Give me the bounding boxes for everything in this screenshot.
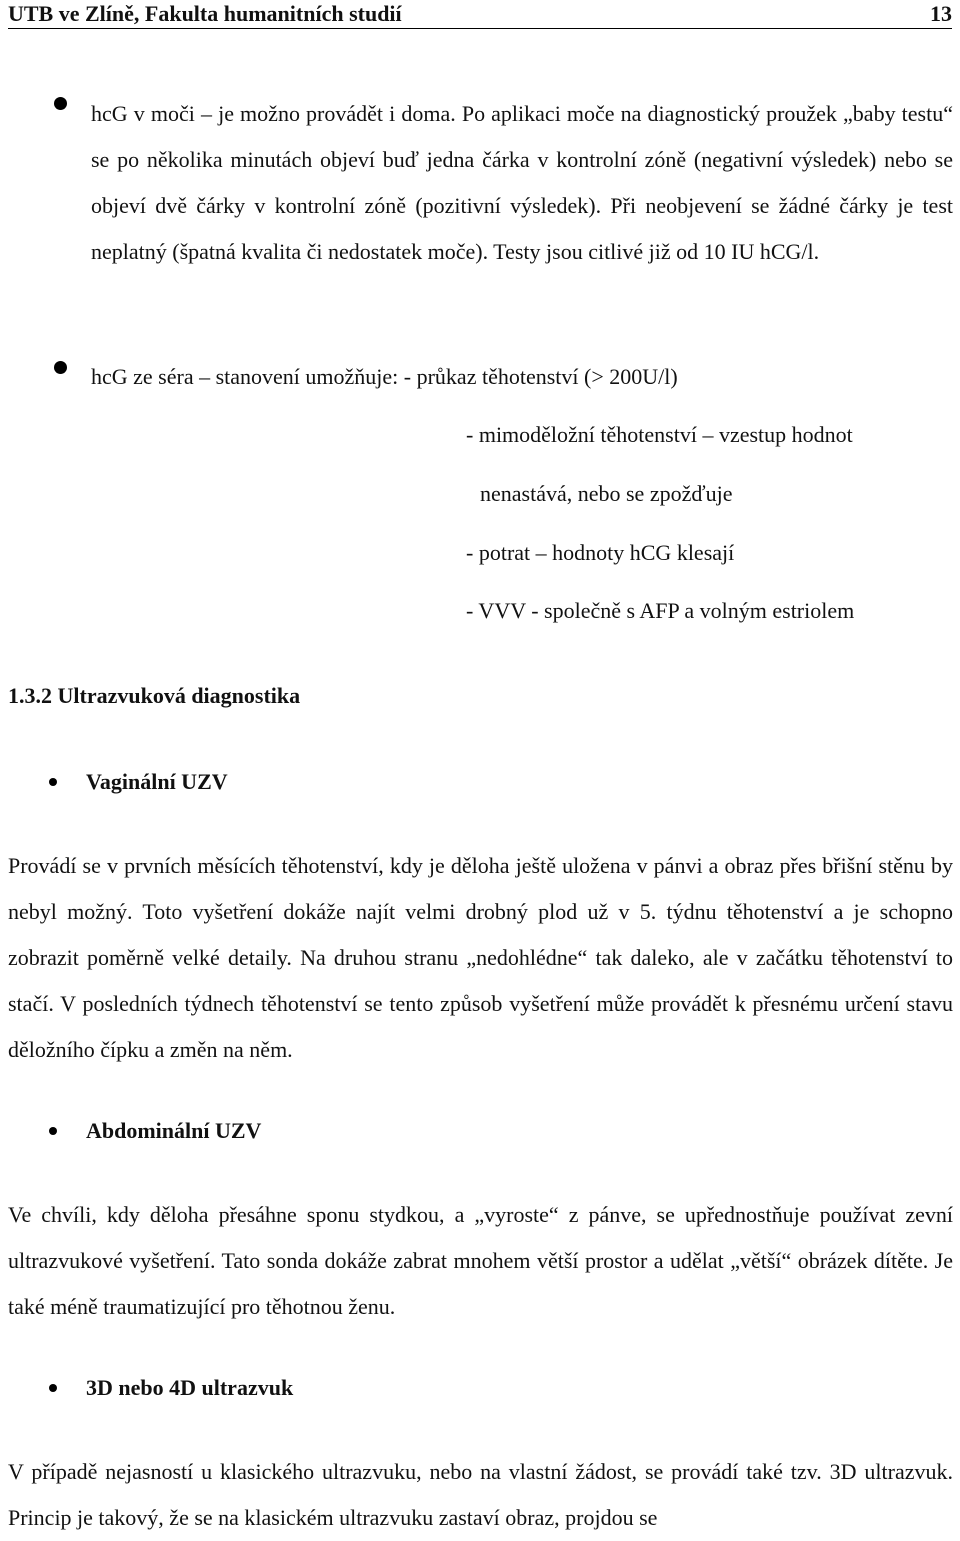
serum-item-miscarriage: - potrat – hodnoty hCG klesají [466, 540, 735, 565]
bullet-icon [49, 1384, 57, 1392]
subsection-text-3d4d: V případě nejasností u klasického ultrazvuku, nebo na vlastní žádost, se provádí také tzv. 3D ultrazvuk. Princip je takový, že se na klasickém ultrazvuku zastaví obraz, projdou se [8, 1459, 953, 1530]
serum-item-ectopic: - mimoděložní těhotenství – vzestup hodnot [466, 422, 853, 447]
subsection-title-3d4d: 3D nebo 4D ultrazvuk [86, 1375, 294, 1400]
bullet-icon [54, 97, 67, 110]
header-title: UTB ve Zlíně, Fakulta humanitních studií [8, 1, 402, 26]
serum-item-vvv: - VVV - společně s AFP a volným estriolem [466, 598, 855, 623]
page-header [8, 0, 952, 29]
bullet-icon [49, 778, 57, 786]
subsection-text-vaginal: Provádí se v prvních měsících těhotenství, kdy je děloha ještě uložena v pánvi a obraz přes břišní stěnu by nebyl možný. Toto vyšetření dokáže najít velmi drobný plod už v 5. týdnu těhotenství a je schopno zobrazit poměrně velké detaily. Na druhou stranu „nedohlédne“ tak daleko, ale v začátku těhotenství to stačí. V posledních týdnech těhotenství se tento způsob vyšetření může provádět k přesnému určení stavu děložního čípku a změn na něm. [8, 853, 953, 1062]
section-title: 1.3.2 Ultrazvuková diagnostika [8, 683, 301, 708]
subsection-title-abdominal: Abdominální UZV [86, 1118, 262, 1143]
bullet-text-urine-hcg: hcG v moči – je možno provádět i doma. Po aplikaci moče na diagnostický proužek „baby testu“ se po několika minutách objeví buď jedna čárka v kontrolní zóně (negativní výsledek) nebo se objeví dvě čárky v kontrolní zóně (pozitivní výsledek). Při neobjevení se žádné čárky je test neplatný (špatná kvalita či nedostatek moče). Testy jsou citlivé již od 10 IU hCG/l. [91, 101, 953, 264]
page-number: 13 [930, 1, 952, 26]
serum-item-ectopic-cont: nenastává, nebo se zpožďuje [480, 481, 733, 506]
bullet-icon [49, 1127, 57, 1135]
bullet-icon [54, 361, 67, 374]
bullet-text-serum-hcg: hcG ze séra – stanovení umožňuje: - průkaz těhotenství (> 200U/l) [91, 364, 678, 389]
subsection-title-vaginal: Vaginální UZV [86, 769, 228, 794]
subsection-text-abdominal: Ve chvíli, kdy děloha přesáhne sponu stydkou, a „vyroste“ z pánve, se upřednostňuje používat zevní ultrazvukové vyšetření. Tato sonda dokáže zabrat mnohem větší prostor a udělat „větší“ obrázek dítěte. Je také méně traumatizující pro těhotnou ženu. [8, 1202, 953, 1319]
